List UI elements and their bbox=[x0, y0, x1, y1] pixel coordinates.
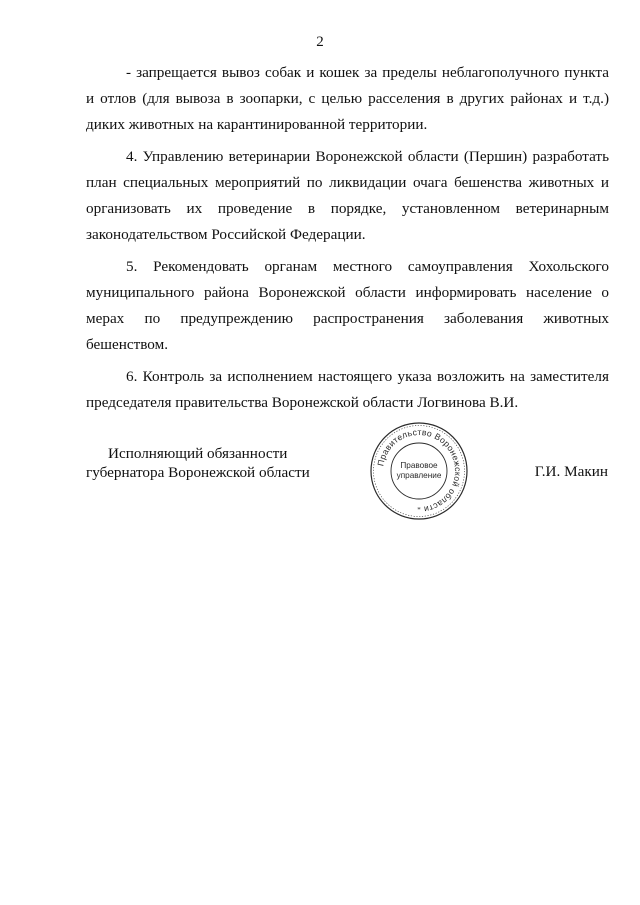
seal-star-icon: * bbox=[417, 506, 421, 514]
signatory-title-line1: Исполняющий обязанности bbox=[108, 445, 288, 462]
seal-inner-text-line2: управление bbox=[396, 471, 442, 480]
paragraph-prohibition: - запрещается вывоз собак и кошек за пределы неблагополучного пункта и отлов (для вывоза в зоопарки, с целью расселения в других районах и т.д.) диких животных на карантинированной территории. bbox=[86, 64, 609, 133]
seal-inner-text-line1: Правовое bbox=[400, 461, 438, 470]
paragraph-item-6: 6. Контроль за исполнением настоящего указа возложить на заместителя председателя правительства Воронежской области Логвинова В.И. bbox=[86, 368, 609, 411]
signatory-title bbox=[86, 444, 336, 482]
page-number: 2 bbox=[316, 34, 324, 50]
paragraph-item-4: 4. Управлению ветеринарии Воронежской области (Першин) разработать план специальных мероприятий по ликвидации очага бешенства животных и организовать их проведение в порядке, установленном ветеринарным законодательством Российской Федерации. bbox=[86, 148, 609, 243]
seal-outer-text: Правительство Воронежской области bbox=[375, 426, 464, 515]
paragraph-item-5: 5. Рекомендовать органам местного самоуправления Хохольского муниципального района Воронежской области информировать население о мерах по предупреждению распространения заболевания животных бешенством. bbox=[86, 258, 609, 353]
signatory-name: Г.И. Макин bbox=[534, 463, 608, 480]
official-seal-stamp bbox=[368, 420, 470, 522]
signatory-title-line2: губернатора Воронежской области bbox=[86, 464, 310, 481]
document-body bbox=[86, 60, 609, 422]
